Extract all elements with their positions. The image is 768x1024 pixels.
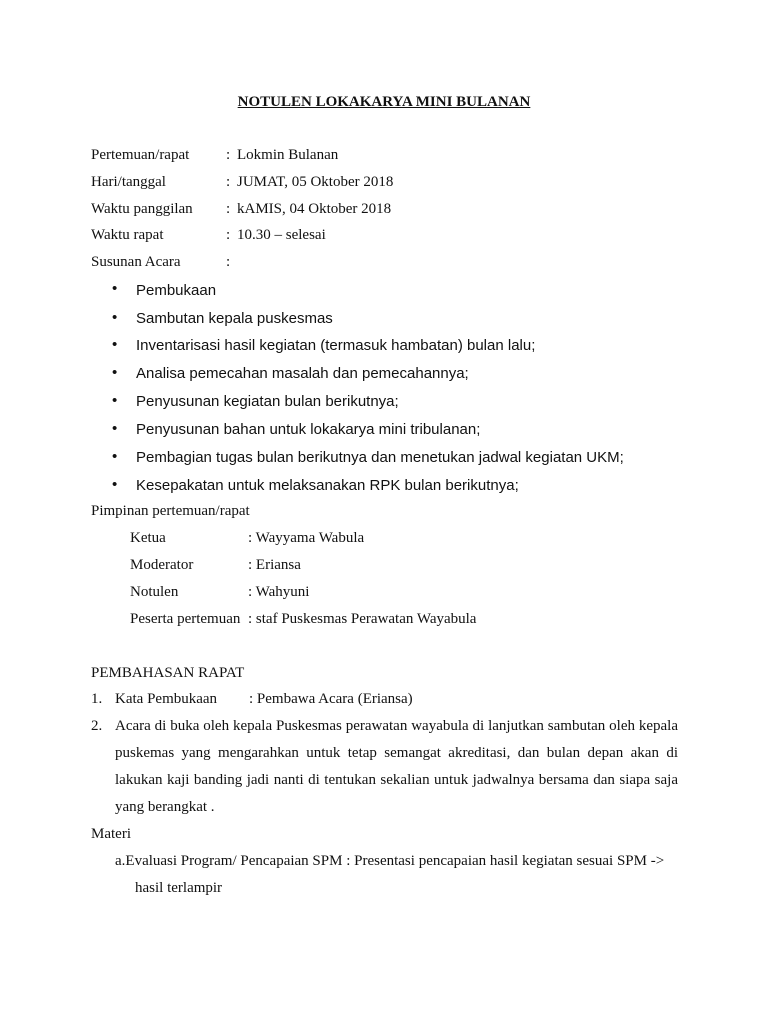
- bullet-icon: •: [112, 309, 118, 326]
- leader-value-notetaker: : Wahyuni: [248, 584, 310, 600]
- meta-sep-agenda: :: [226, 254, 231, 270]
- agenda-item-label: Inventarisasi hasil kegiatan (termasuk hambatan) bulan lalu;: [136, 337, 536, 354]
- bullet-icon: •: [112, 476, 118, 493]
- meta-label-meeting: Pertemuan/rapat: [91, 147, 190, 163]
- bullet-icon: •: [112, 280, 118, 297]
- leaders-heading: Pimpinan pertemuan/rapat: [91, 503, 250, 519]
- bullet-icon: •: [112, 448, 118, 465]
- bullet-icon: •: [112, 364, 118, 381]
- bullet-icon: •: [112, 420, 118, 437]
- leader-label-notetaker: Notulen: [130, 584, 179, 600]
- discussion-paragraph-line: Acara di buka oleh kepala Puskesmas perawatan wayabula di lanjutkan sambutan oleh kepala: [115, 718, 678, 734]
- meta-sep-call-time: :: [226, 201, 231, 217]
- agenda-item-label: Kesepakatan untuk melaksanakan RPK bulan berikutnya;: [136, 477, 519, 494]
- discussion-item-label: Kata Pembukaan: [115, 691, 218, 707]
- meta-sep-meeting: :: [226, 147, 231, 163]
- discussion-paragraph-line: puskemas yang mengarahkan untuk tetap semangat akreditasi, dan bulan depan akan di: [115, 745, 678, 761]
- agenda-item-label: Sambutan kepala puskesmas: [136, 310, 333, 327]
- leader-value-chair: : Wayyama Wabula: [248, 530, 365, 546]
- meta-sep-meeting-time: :: [226, 227, 231, 243]
- materi-item-line: hasil terlampir: [135, 880, 223, 896]
- agenda-item-label: Analisa pemecahan masalah dan pemecahannya;: [136, 365, 469, 382]
- meta-label-meeting-time: Waktu rapat: [91, 227, 164, 243]
- document-title: NOTULEN LOKAKARYA MINI BULANAN: [237, 94, 531, 110]
- bullet-icon: •: [112, 392, 118, 409]
- leader-label-participants: Peserta pertemuan: [130, 611, 241, 627]
- meta-label-call-time: Waktu panggilan: [91, 201, 193, 217]
- discussion-heading: PEMBAHASAN RAPAT: [91, 665, 245, 681]
- discussion-paragraph-line: yang berangkat .: [115, 799, 215, 815]
- discussion-item-number: 2.: [91, 718, 103, 734]
- agenda-item-label: Pembagian tugas bulan berikutnya dan menetukan jadwal kegiatan UKM;: [136, 449, 624, 466]
- materi-heading: Materi: [91, 826, 131, 842]
- meta-label-agenda: Susunan Acara: [91, 254, 181, 270]
- meta-value-date: JUMAT, 05 Oktober 2018: [237, 174, 394, 190]
- leader-value-participants: : staf Puskesmas Perawatan Wayabula: [248, 611, 477, 627]
- meta-value-meeting-time: 10.30 – selesai: [237, 227, 326, 243]
- meta-sep-date: :: [226, 174, 231, 190]
- meta-value-meeting: Lokmin Bulanan: [237, 147, 339, 163]
- leader-value-moderator: : Eriansa: [248, 557, 301, 573]
- meta-label-date: Hari/tanggal: [91, 174, 166, 190]
- discussion-item-number: 1.: [91, 691, 103, 707]
- discussion-paragraph-line: lakukan kaji banding jadi nanti di tentukan sekalian untuk jadwalnya bersama dan siapa saja: [115, 772, 678, 788]
- bullet-icon: •: [112, 336, 118, 353]
- leader-label-chair: Ketua: [130, 530, 166, 546]
- leader-label-moderator: Moderator: [130, 557, 194, 573]
- discussion-item-value: : Pembawa Acara (Eriansa): [249, 691, 413, 707]
- agenda-item-label: Pembukaan: [136, 282, 217, 299]
- materi-item-line: a.Evaluasi Program/ Pencapaian SPM : Presentasi pencapaian hasil kegiatan sesuai SPM ->: [115, 853, 665, 869]
- agenda-item-label: Penyusunan bahan untuk lokakarya mini tribulanan;: [136, 421, 481, 438]
- meta-value-call-time: kAMIS, 04 Oktober 2018: [237, 201, 392, 217]
- agenda-item-label: Penyusunan kegiatan bulan berikutnya;: [136, 393, 399, 410]
